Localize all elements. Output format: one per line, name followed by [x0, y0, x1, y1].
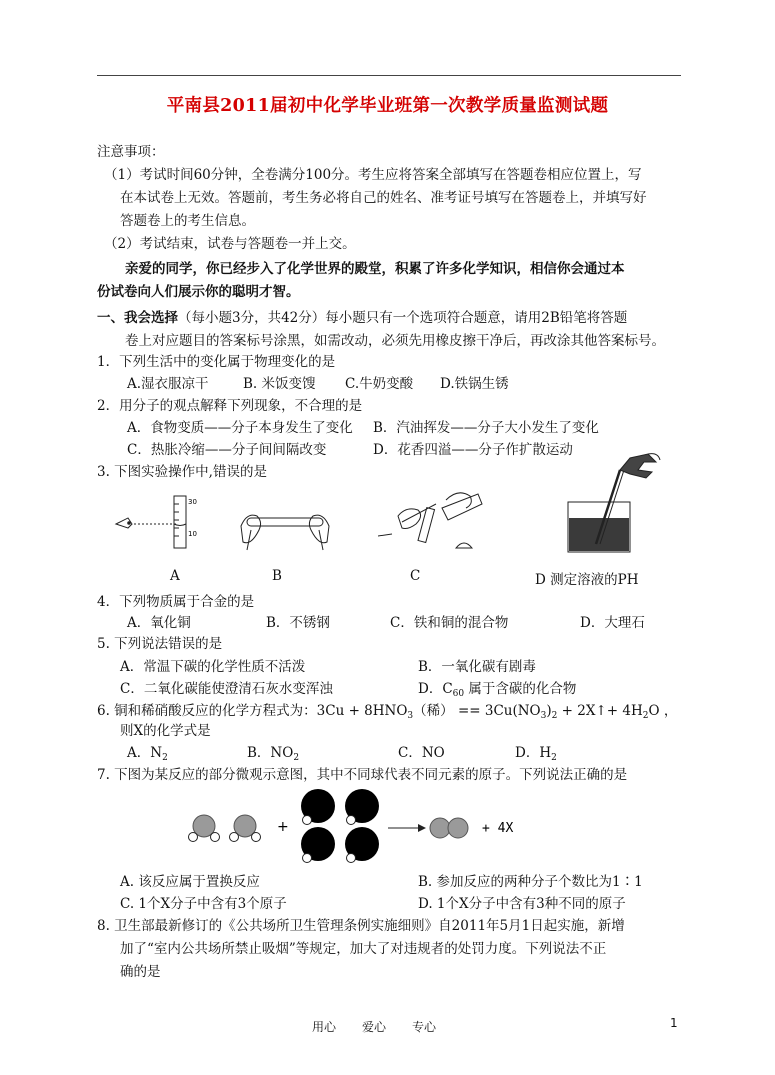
q6-option-d — [515, 741, 557, 763]
notice-heading: 注意事项： — [97, 144, 165, 160]
q6-sub-2: 3 — [540, 711, 547, 721]
q8-line-2: 加了“室内公共场所禁止吸烟”等规定，加大了对违规者的处罚力度。下列说法不正 — [120, 941, 607, 957]
q1-option-c: C.牛奶变酸 — [345, 376, 414, 392]
q1-option-b: B. 米饭变馊 — [243, 376, 316, 392]
q6-option-b — [247, 741, 299, 763]
q6-d-pre: D．H — [515, 745, 552, 761]
q4-option-b: B．不锈钢 — [266, 615, 330, 631]
q6-line-2: 则X的化学式是 — [120, 723, 211, 739]
notice-item-1-line-3: 答题卷上的考生信息。 — [120, 213, 255, 229]
q2-option-c: C．热胀冷缩——分子间间隔改变 — [127, 442, 327, 458]
q4-option-a: A．氧化铜 — [127, 615, 191, 631]
q5-option-b: B．一氧化碳有剧毒 — [418, 659, 536, 675]
q8-line-1: 8. 卫生部最新修订的《公共场所卫生管理条例实施细则》自2011年5月1日起实施，新增 — [97, 918, 625, 934]
q5-d-pre: D．C — [418, 681, 453, 697]
q6-sub-3: 2 — [551, 711, 558, 721]
intro-line-1: 亲爱的同学，你已经步入了化学世界的殿堂，积累了许多化学知识，相信你会通过本 — [125, 261, 625, 277]
q7-option-d: D. 1个X分子中含有3种不同的原子 — [418, 896, 626, 912]
section-1-instructions: （每小题3分，共42分）每小题只有一个选项符合题意，请用2B铅笔将答题 — [178, 310, 628, 326]
notice-item-1-line-1: （1）考试时间60分钟，全卷满分100分。考生应将答案全部填写在答题卷相应位置上，写 — [104, 167, 642, 183]
footer-motto-3: 专心 — [412, 1020, 437, 1034]
q5-option-d — [418, 677, 576, 699]
figure-d-label: D 测定溶液的PH — [535, 572, 639, 588]
section-1-heading — [97, 306, 627, 326]
notice-item-2: （2）考试结束，试卷与答题卷一并上交。 — [104, 236, 356, 252]
q1-stem: 1．下列生活中的变化属于物理变化的是 — [97, 354, 336, 370]
q2-option-a: A．食物变质——分子本身发生了变化 — [127, 420, 353, 436]
q2-option-b: B．汽油挥发——分子大小发生了变化 — [373, 420, 599, 436]
q4-stem: 4．下列物质属于合金的是 — [97, 594, 255, 610]
intro-line-2: 份试卷向人们展示你的聪明才智。 — [97, 284, 300, 300]
q5-stem: 5. 下列说法错误的是 — [97, 636, 223, 652]
section-1-title: 一、我会选择 — [97, 310, 178, 326]
figure-b-test-tube — [237, 500, 333, 556]
q7-reaction-diagram — [180, 784, 580, 870]
q5-d-post: 属于含碳的化合物 — [464, 681, 577, 697]
cylinder-tick-30: 30 — [188, 498, 197, 506]
figure-c-label: C — [410, 568, 421, 584]
q6-end: O ， — [648, 703, 678, 719]
q7-option-c: C. 1个X分子中含有3个原子 — [120, 896, 287, 912]
q6-d-sub: 2 — [551, 753, 557, 763]
q6-post: + 2X↑+ 4H — [557, 703, 643, 719]
notice-item-1-line-2: 在本试卷上无效。答题前，考生务必将自己的姓名、准考证号填写在答题卷上，并填写好 — [120, 190, 647, 206]
q7-option-a: A. 该反应属于置换反应 — [120, 874, 260, 890]
figure-c-adding-solid — [378, 486, 488, 556]
cylinder-tick-10: 10 — [188, 530, 197, 538]
q7-product-label: + 4X — [482, 821, 514, 836]
q4-option-c: C．铁和铜的混合物 — [390, 615, 509, 631]
q8-line-3: 确的是 — [120, 964, 161, 980]
q1-option-d: D.铁锅生锈 — [440, 376, 509, 392]
footer-motto-1: 用心 — [312, 1020, 337, 1034]
q6-b-sub: 2 — [293, 753, 300, 763]
page-title: 平南县2011届初中化学毕业班第一次教学质量监测试题 — [166, 96, 609, 116]
q6-mid-2: ) — [546, 703, 552, 719]
section-1-heading-line-2: 卷上对应题目的答案标号涂黑，如需改动，必须先用橡皮擦干净后，再改涂其他答案标号。 — [125, 333, 665, 349]
footer-motto-2: 爱心 — [362, 1020, 387, 1034]
q2-stem: 2．用分子的观点解释下列现象，不合理的是 — [97, 398, 363, 414]
q6-sub-4: 2 — [642, 711, 649, 721]
figure-a-cylinder-reading — [110, 490, 200, 552]
q6-sub-1: 3 — [407, 711, 414, 721]
q6-option-c: C．NO — [398, 745, 445, 761]
q6-mid-1: （稀） == 3Cu(NO — [413, 703, 541, 719]
q7-plus-sign: + — [277, 819, 289, 835]
figure-b-label: B — [272, 568, 282, 584]
header-rule — [97, 75, 681, 76]
q1-option-a: A.湿衣服凉干 — [127, 376, 209, 392]
q5-option-a: A．常温下碳的化学性质不活泼 — [120, 659, 306, 675]
q5-option-c: C．二氧化碳能使澄清石灰水变浑浊 — [120, 681, 333, 697]
figure-a-label: A — [170, 568, 180, 584]
q6-option-a — [127, 741, 168, 763]
q6-stem-pre: 6. 铜和稀硝酸反应的化学方程式为：3Cu + 8HNO — [97, 703, 408, 719]
figure-d-beaker-ph — [560, 452, 670, 556]
q5-d-sub: 60 — [452, 689, 465, 699]
q6-a-sub: 2 — [162, 753, 168, 763]
q7-option-b: B. 参加反应的两种分子个数比为1∶1 — [418, 874, 643, 890]
q6-stem — [97, 699, 677, 721]
q2-option-d: D．花香四溢——分子作扩散运动 — [373, 442, 573, 458]
q3-stem: 3. 下图实验操作中,错误的是 — [97, 464, 267, 480]
q6-b-pre: B．NO — [247, 745, 294, 761]
q4-option-d: D．大理石 — [580, 615, 645, 631]
q6-a-pre: A．N — [127, 745, 163, 761]
q7-stem: 7. 下图为某反应的部分微观示意图，其中不同球代表不同元素的原子。下列说法正确的是 — [97, 767, 628, 783]
page-number: 1 — [670, 1016, 678, 1030]
